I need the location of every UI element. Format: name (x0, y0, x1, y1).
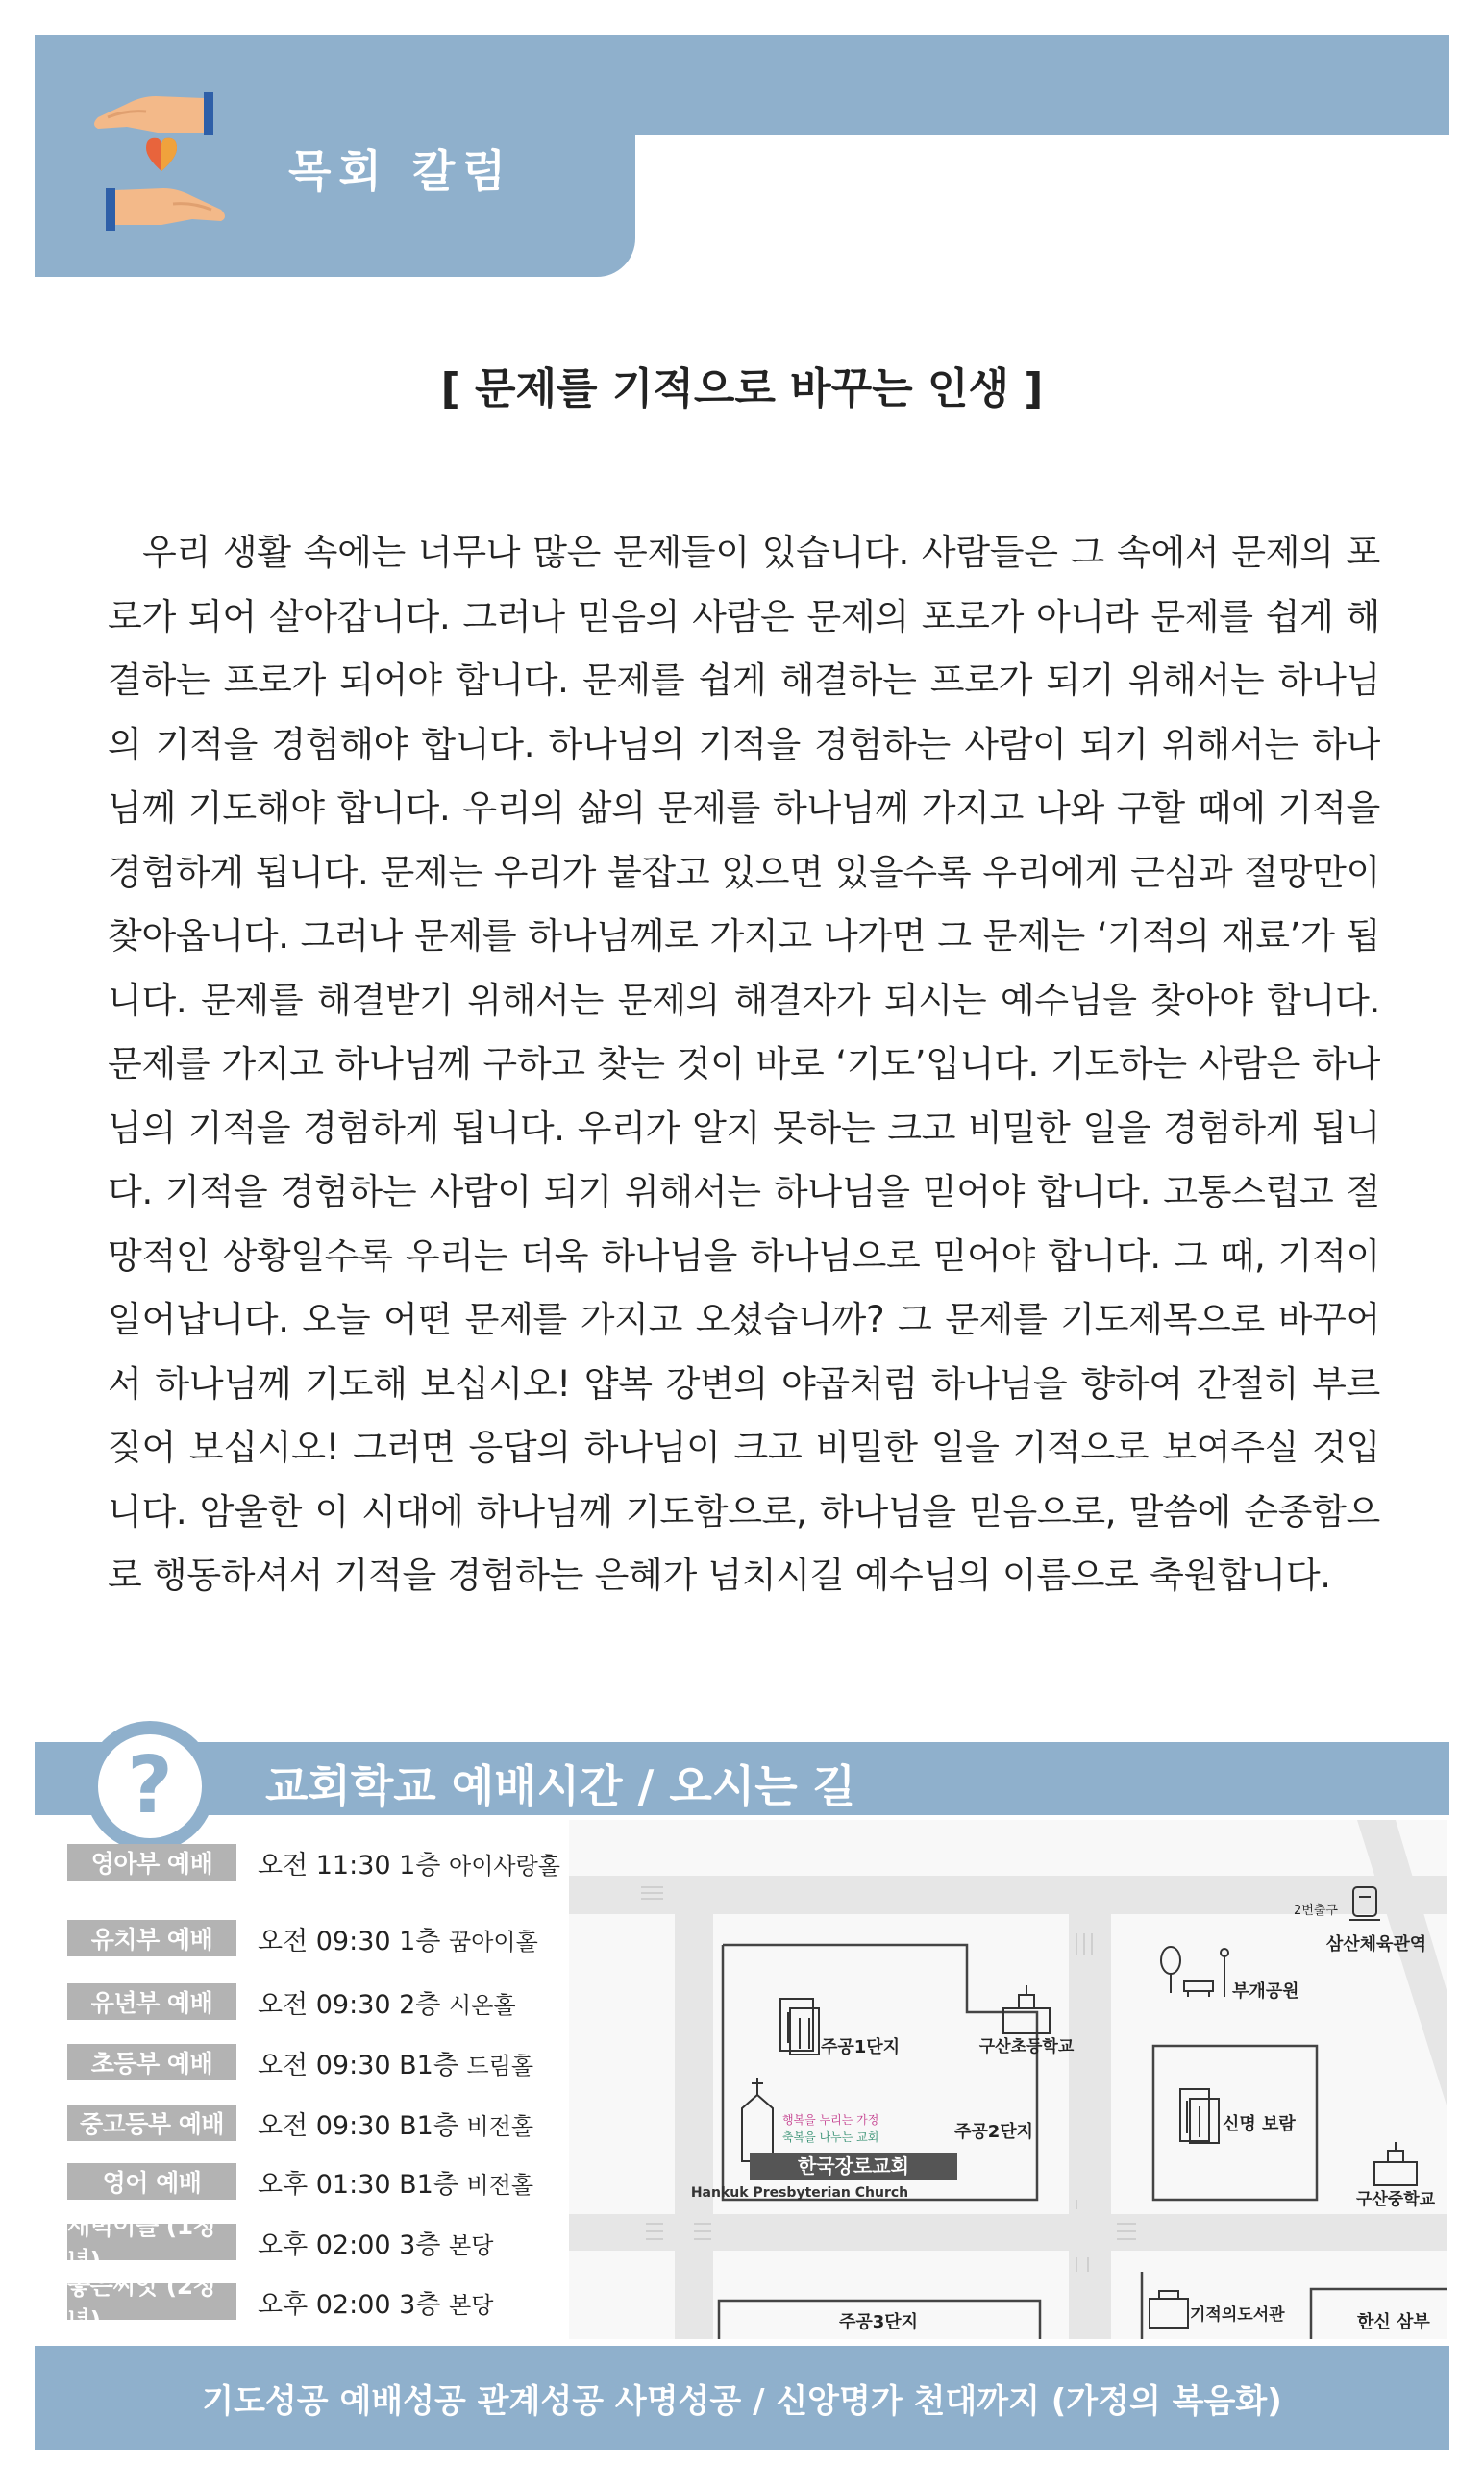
schedule-label: 영어 예배 (67, 2163, 236, 2200)
map-label-gym: 삼산체육관역 (1325, 1934, 1427, 1955)
schedule-row (67, 2105, 533, 2141)
schedule-time: 오후 01:30 B1층 비전홀 (258, 2169, 534, 2200)
map-label-park: 부개공원 (1232, 1981, 1299, 2002)
schedule-label: 유치부 예배 (67, 1920, 236, 1956)
schedule-label: 유년부 예배 (67, 1983, 236, 2020)
map-label-library: 기적의도서관 (1190, 2305, 1285, 2325)
schedule-label: 좋은씨앗 (2청년) (67, 2283, 236, 2320)
article-title: [ 문제를 기적으로 바꾸는 인생 ] (440, 364, 1044, 413)
schedule-row (67, 2163, 533, 2200)
schedule-time: 오후 02:00 3층 본당 (258, 2229, 494, 2260)
map-label-apt2: 주공2단지 (953, 2122, 1034, 2142)
schedule-row (67, 2212, 494, 2275)
map-label-exit: 2번출구 (1294, 1904, 1338, 1918)
map-label-church-en: Hankuk Presbyterian Church (690, 2185, 909, 2201)
map-label-school-mid: 구산중학교 (1355, 2190, 1436, 2209)
map-label-church-kr: 한국장로교회 (798, 2155, 909, 2178)
section-title: 교회학교 예배시간 / 오시는 길 (265, 1760, 856, 1812)
schedule-label: 새벽이슬 (1청년) (67, 2224, 236, 2260)
map-label-sinmyeong: 신명 보람 (1223, 2114, 1296, 2134)
schedule-time: 오전 09:30 B1층 드림홀 (258, 2050, 534, 2080)
schedule-time: 오전 09:30 B1층 비전홀 (258, 2110, 534, 2141)
map-label-church-slogan-1: 행복을 누리는 가정 (782, 2113, 879, 2127)
schedule-label: 초등부 예배 (67, 2044, 236, 2080)
schedule-time: 오전 11:30 1층 아이사랑홀 (258, 1850, 560, 1881)
caring-hands-heart-icon (88, 88, 231, 235)
directions-map (569, 1820, 1447, 2339)
schedule-time: 오전 09:30 1층 꿈아이홀 (258, 1926, 538, 1956)
map-label-hanshin: 한신 삼부 (1357, 2312, 1430, 2332)
schedule-label: 영아부 예배 (67, 1844, 236, 1881)
map-label-apt3: 주공3단지 (838, 2312, 919, 2332)
schedule-time: 오후 02:00 3층 본당 (258, 2289, 494, 2320)
map-label-church-slogan-2: 축복을 나누는 교회 (782, 2130, 879, 2144)
schedule-row (67, 1844, 560, 1881)
schedule-row (67, 1920, 538, 1956)
schedule-row (67, 2272, 494, 2334)
article-body: 우리 생활 속에는 너무나 많은 문제들이 있습니다. 사람들은 그 속에서 문제의 포로가 되어 살아갑니다. 그러나 믿음의 사람은 문제의 포로가 아니라 문제를 쉽게 해결하는 프로가 되어야 합니다. 문제를 쉽게 해결하는 프로가 되기 위해서는 하나님의 기적을 경험해야 합니다. 하나님의 기적을 경험하는 사람이 되기 위해서는 하나님께 기도해야 합니다. 우리의 삶의 문제를 하나님께 가지고 나와 구할 때에 기적을 경험하게 됩니다. 문제는 우리가 붙잡고 있으면 있을수록 우리에게 근심과 절망만이 찾아옵니다. 그러나 문제를 하나님께로 가지고 나가면 그 문제는 ‘기적의 재료’가 됩니다. 문제를 해결받기 위해서는 문제의 해결자가 되시는 예수님을 찾아야 합니다. 문제를 가지고 하나님께 구하고 찾는 것이 바로 ‘기도’입니다. 기도하는 사람은 하나님의 기적을 경험하게 됩니다. 우리가 알지 못하는 크고 비밀한 일을 경험하게 됩니다. 기적을 경험하는 사람이 되기 위해서는 하나님을 믿어야 합니다. 고통스럽고 절망적인 상황일수록 우리는 더욱 하나님을 하나님으로 믿어야 합니다. 그 때, 기적이 일어납니다. 오늘 어떤 문제를 가지고 오셨습니까? 그 문제를 기도제목으로 바꾸어서 하나님께 기도해 보십시오! 얍복 강변의 야곱처럼 하나님을 향하여 간절히 부르짖어 보십시오! 그러면 응답의 하나님이 크고 비밀한 일을 기적으로 보여주실 것입니다. 암울한 이 시대에 하나님께 기도함으로, 하나님을 믿음으로, 말씀에 순종함으로 행동하셔서 기적을 경험하는 은혜가 넘치시길 예수님의 이름으로 축원합니다. (108, 532, 1380, 1596)
schedule-time: 오전 09:30 2층 시온홀 (258, 1989, 516, 2020)
schedule-row (67, 1983, 516, 2020)
footer-banner: 기도성공 예배성공 관계성공 사명성공 / 신앙명가 천대까지 (가정의 복음화) (35, 2346, 1449, 2450)
schedule-label: 중고등부 예배 (67, 2105, 236, 2141)
schedule-row (67, 2044, 533, 2080)
map-label-apt1: 주공1단지 (821, 2037, 901, 2057)
map-label-school-elem: 구산초등학교 (978, 2037, 1075, 2056)
question-mark-icon (98, 1734, 202, 1838)
header-title: 목회 칼럼 (288, 145, 513, 197)
question-mark-glyph: ? (127, 1740, 173, 1831)
